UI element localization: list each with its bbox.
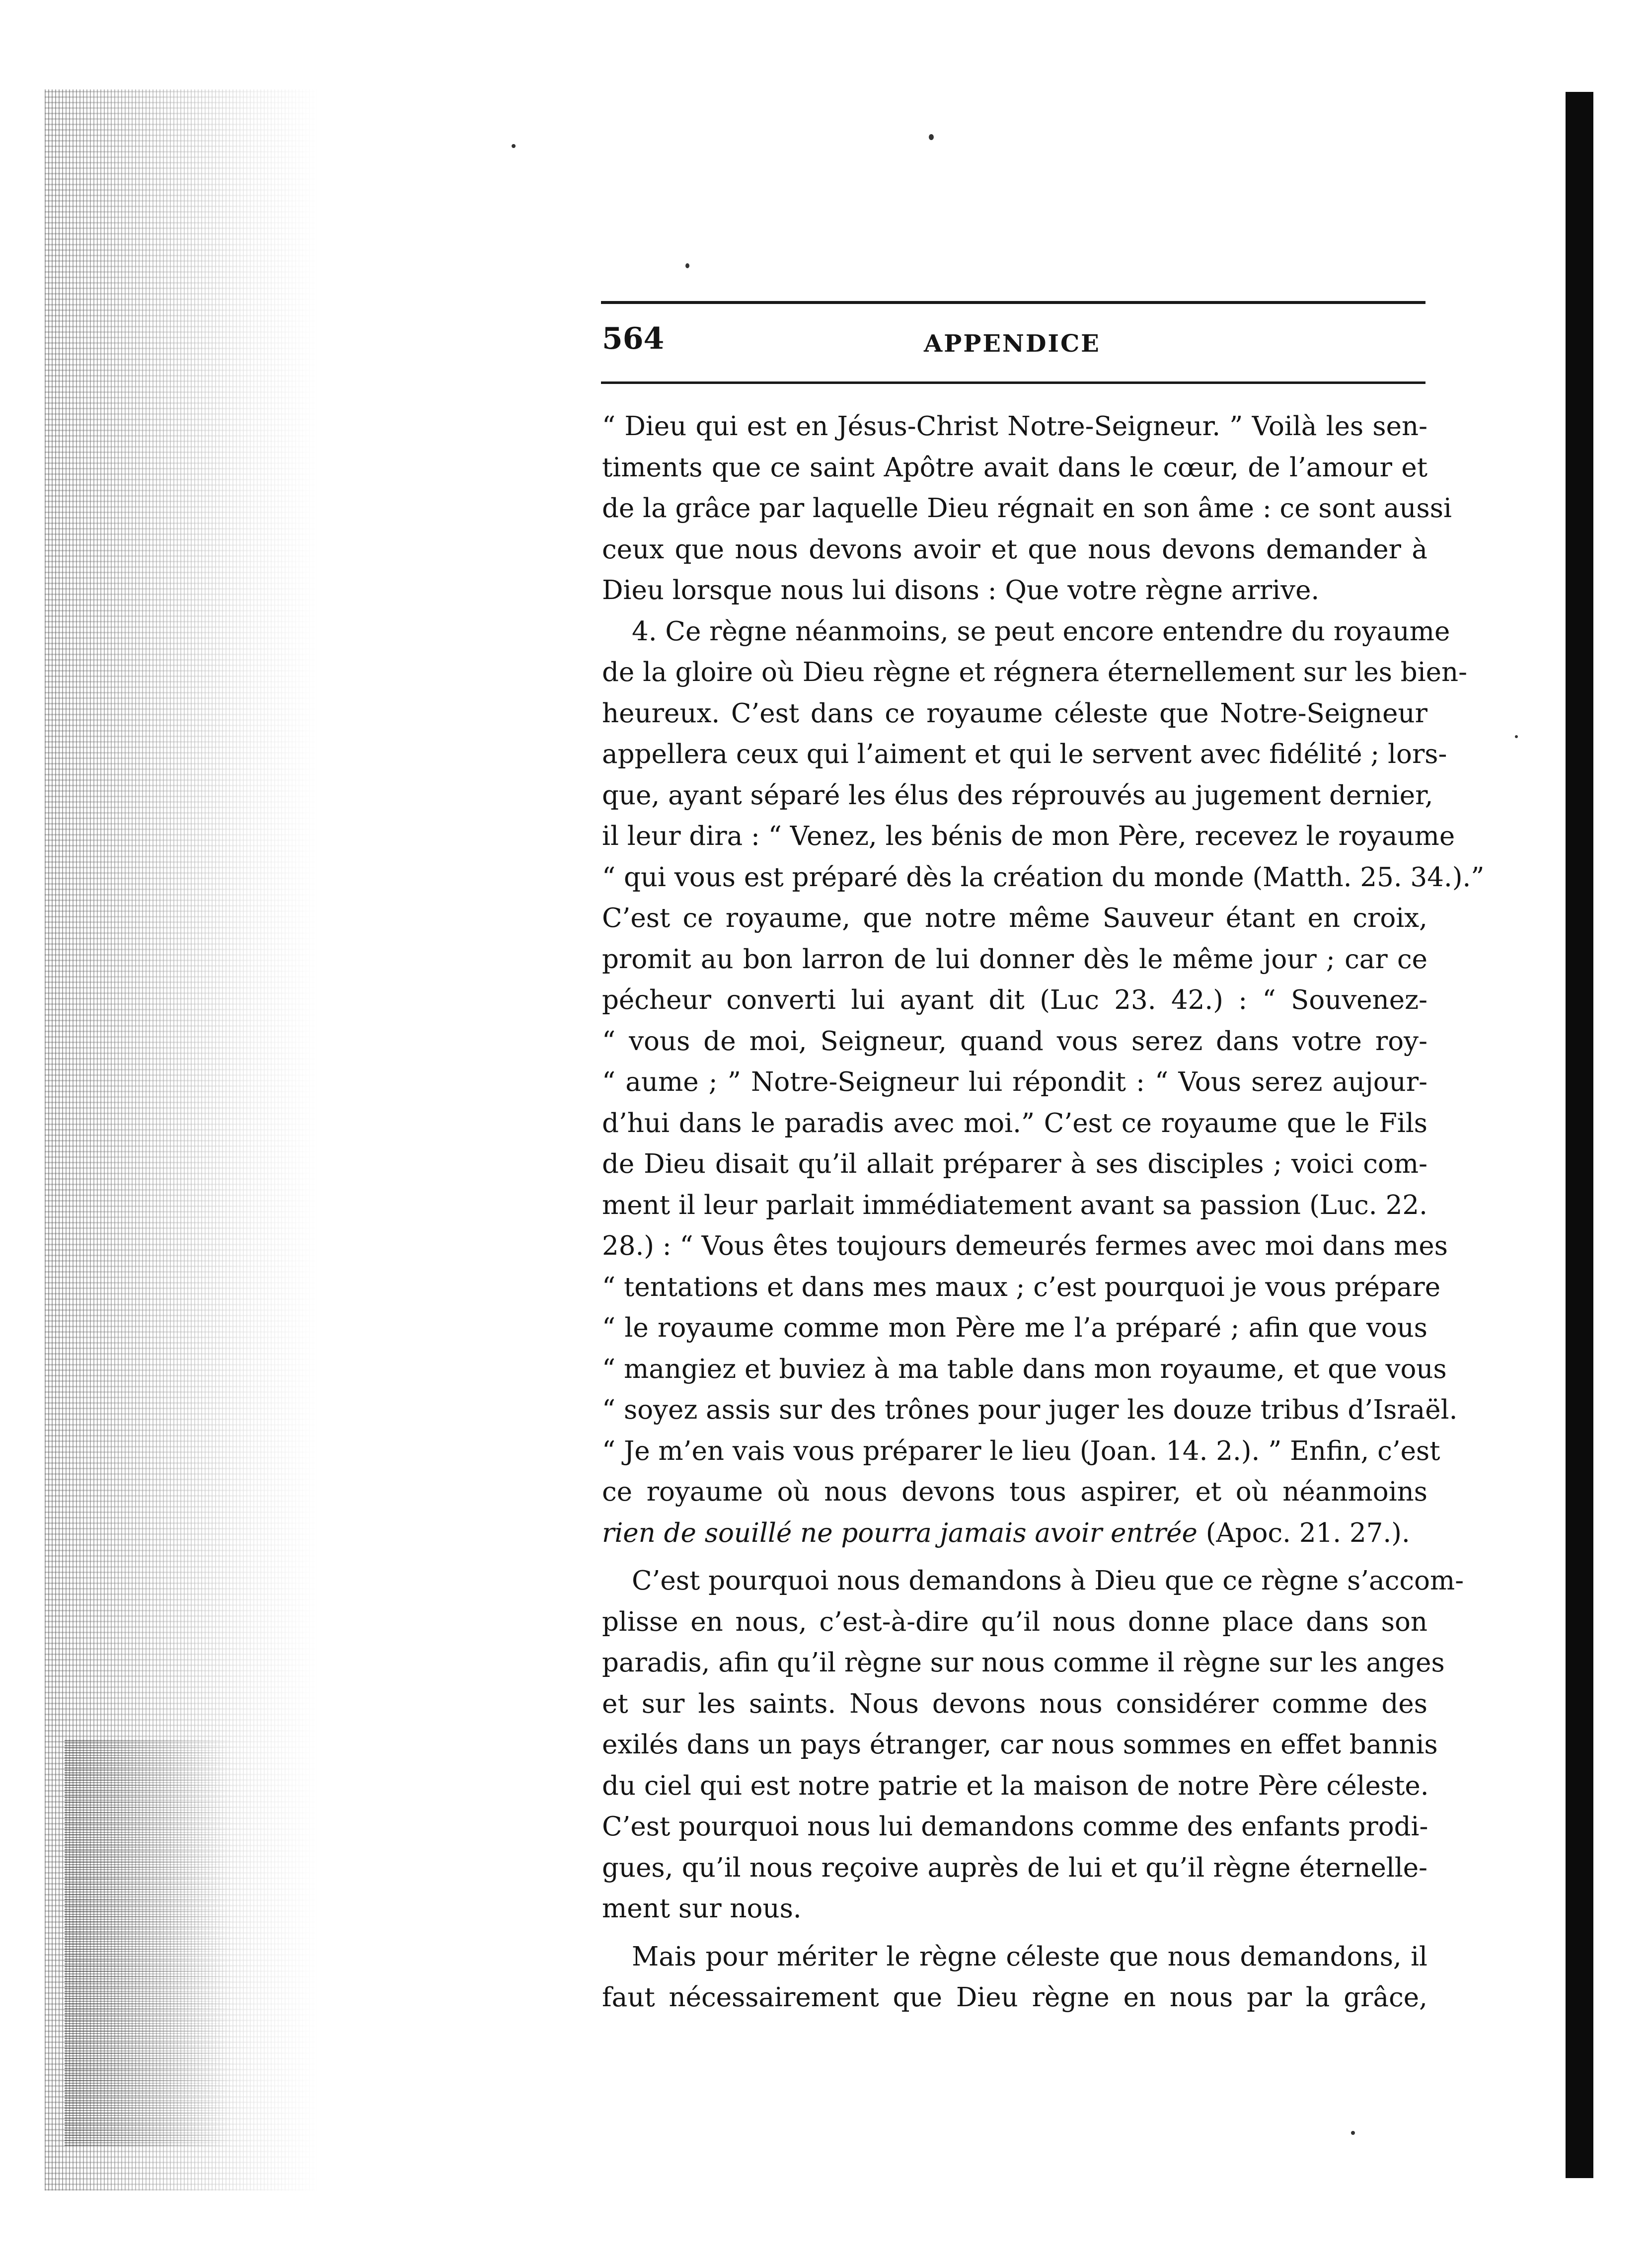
text-line: il leur dira : “ Venez, les bénis de mon Père, recevez le royaume [602,821,1455,851]
running-title: APPENDICE [924,330,1101,358]
text-line: ment il leur parlait immédiatement avant sa passion (Luc. 22. [602,1190,1427,1220]
text-line: appellera ceux qui l’aiment et qui le servent avec fidélité ; lors- [602,739,1447,769]
text-line: ceux que nous devons avoir et que nous devons demander à [602,534,1427,565]
text-line: C’est pourquoi nous lui demandons comme des enfants prodi- [602,1812,1428,1842]
text-line: “ tentations et dans mes maux ; c’est pourquoi je vous prépare [602,1272,1441,1302]
text-line: “ le royaume comme mon Père me l’a préparé ; afin que vous [602,1313,1427,1343]
page-edge-shadow [1566,92,1593,2178]
paragraph-gap [602,1554,1427,1561]
scan-speck [1515,735,1518,738]
text-line: de la grâce par laquelle Dieu régnait en son âme : ce sont aussi [602,493,1452,524]
text-line: “ Dieu qui est en Jésus-Christ Notre-Seigneur. ” Voilà les sen- [602,411,1427,442]
text-line: heureux. C’est dans ce royaume céleste que Notre-Seigneur [602,698,1427,729]
text-line: C’est pourquoi nous demandons à Dieu que ce règne s’accom- [632,1566,1464,1596]
text-line: “ vous de moi, Seigneur, quand vous serez dans votre roy- [602,1026,1427,1057]
text-line: faut nécessairement que Dieu règne en nous par la grâce, [602,1982,1427,2013]
text-line: Dieu lorsque nous lui disons : Que votre règne arrive. [602,575,1320,605]
scan-speck [1351,2131,1355,2135]
body-text [602,406,1485,2019]
scan-speck [929,134,934,140]
text-line: ce royaume où nous devons tous aspirer, et où néanmoins [602,1477,1427,1507]
text-line: du ciel qui est notre patrie et la maison de notre Père céleste. [602,1770,1429,1801]
text-line: plisse en nous, c’est-à-dire qu’il nous donne place dans son [602,1606,1427,1637]
text-line: d’hui dans le paradis avec moi.” C’est ce royaume que le Fils [602,1108,1427,1138]
text-line: 4. Ce règne néanmoins, se peut encore entendre du royaume [632,616,1450,647]
scan-speck [685,263,689,268]
italic-quote: rien de souillé ne pourra jamais avoir entrée [602,1517,1198,1548]
text-line: “ qui vous est préparé dès la création du monde (Matth. 25. 34.).” [602,862,1485,893]
text-line: gues, qu’il nous reçoive auprès de lui et qu’il règne éternelle- [602,1852,1427,1883]
binding-scan-noise-dense [65,1739,233,2146]
header-rule-bottom [601,381,1425,384]
text-line: 28.) : “ Vous êtes toujours demeurés fermes avec moi dans mes [602,1231,1448,1261]
text-line: “ soyez assis sur des trônes pour juger les douze tribus d’Israël. [602,1395,1458,1425]
text-line: pécheur converti lui ayant dit (Luc 23. 42.) : “ Souvenez- [602,985,1427,1015]
text-line: Mais pour mériter le règne céleste que nous demandons, il [632,1941,1427,1972]
page-number: 564 [602,321,665,356]
header-rule-top [601,301,1425,304]
text-line [602,1513,1427,1554]
text-line: de la gloire où Dieu règne et régnera éternellement sur les bien- [602,657,1468,687]
text-line: que, ayant séparé les élus des réprouvés au jugement dernier, [602,780,1433,811]
text-line: “ mangiez et buviez à ma table dans mon royaume, et que vous [602,1354,1447,1384]
text-line: “ Je m’en vais vous préparer le lieu (Joan. 14. 2.). ” Enfin, c’est [602,1436,1440,1466]
paragraph-gap [602,1930,1427,1937]
text-line: ment sur nous. [602,1893,802,1924]
citation: (Apoc. 21. 27.). [1197,1517,1410,1548]
text-line: promit au bon larron de lui donner dès le même jour ; car ce [602,944,1427,975]
text-line: paradis, afin qu’il règne sur nous comme il règne sur les anges [602,1648,1445,1678]
text-line: “ aume ; ” Notre-Seigneur lui répondit : “ Vous serez aujour- [602,1067,1427,1097]
text-line: de Dieu disait qu’il allait préparer à ses disciples ; voici com- [602,1149,1427,1179]
text-line: et sur les saints. Nous devons nous considérer comme des [602,1688,1427,1719]
text-line: timents que ce saint Apôtre avait dans le cœur, de l’amour et [602,452,1427,483]
text-line: exilés dans un pays étranger, car nous sommes en effet bannis [602,1730,1438,1760]
text-line: C’est ce royaume, que notre même Sauveur étant en croix, [602,903,1427,933]
scan-speck [512,144,516,148]
